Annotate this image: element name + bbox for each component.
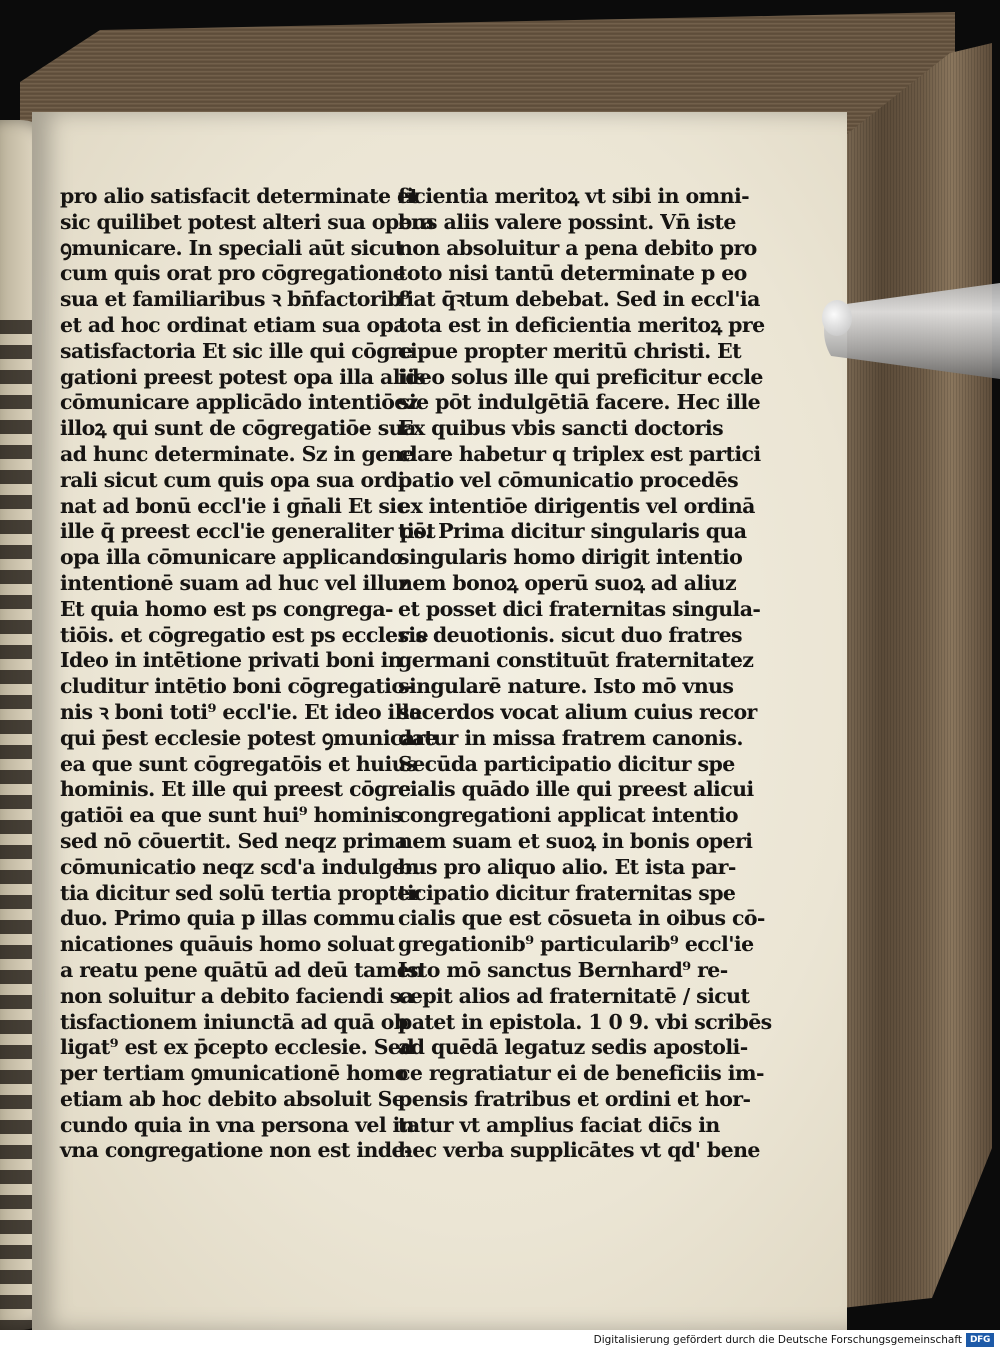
text-line: datur in missa fratrem canonis. xyxy=(398,725,743,750)
text-line: ꝯmunicare. In speciali aūt sicut xyxy=(60,235,404,260)
text-line: tiōis. et cōgregatio est ps ecclesie xyxy=(60,622,429,647)
text-line: congregationi applicat intentio xyxy=(398,803,738,828)
text-line: clare habetur q triplex est partici xyxy=(398,441,761,466)
text-line: sic quilibet potest alteri sua opera xyxy=(60,209,434,234)
text-line: et posset dici fraternitas singula- xyxy=(398,596,761,621)
text-line: nat ad bonū eccl'ie i gn̄ali Et sic xyxy=(60,493,409,518)
text-line: rali sicut cum quis opa sua ordi xyxy=(60,467,405,492)
text-line: ligat⁹ est ex p̄cepto ecclesie. Sed xyxy=(60,1035,415,1060)
text-line: duo. Primo quia p illas commu xyxy=(60,906,395,931)
text-line: sacerdos vocat alium cuius recor xyxy=(398,699,757,724)
right-text-column xyxy=(398,184,772,1164)
text-line: germani constituūt fraternitatez xyxy=(398,648,754,673)
text-line: a reatu pene quātū ad deū tamen xyxy=(60,957,424,982)
text-line: intentionē suam ad huc vel illuz xyxy=(60,570,410,595)
left-text-column xyxy=(60,184,438,1164)
text-line: cialis quādo ille qui preest alicui xyxy=(398,777,754,802)
text-line: sed nō cōuertit. Sed neqz prima xyxy=(60,828,408,853)
text-line: pro alio satisfacit determinate et xyxy=(60,184,419,208)
text-line: patet in epistola. 1 0 9. vbi scribēs xyxy=(398,1009,772,1034)
text-line: toto nisi tantū determinate p eo xyxy=(398,261,747,286)
text-line: cepit alios ad fraternitatē / sicut xyxy=(398,983,750,1008)
text-line: ticipatio dicitur fraternitas spe xyxy=(398,880,736,905)
text-line: hec verba supplicātes vt qd' bene xyxy=(398,1138,760,1163)
text-line: qui p̄est ecclesie potest ꝯmunicare xyxy=(60,725,438,750)
text-line: gationi preest potest opa illa aliis xyxy=(60,364,426,389)
text-line: cum quis orat pro cōgregatione xyxy=(60,261,406,286)
text-line: gatiōi ea que sunt hui⁹ hominis xyxy=(60,803,402,828)
text-line: etiam ab hoc debito absoluit Se xyxy=(60,1086,405,1111)
text-line: cipue propter meritū christi. Et xyxy=(398,338,742,363)
text-line: singularē nature. Isto mō vnus xyxy=(398,674,734,699)
text-line: ideo solus ille qui preficitur eccle xyxy=(398,364,763,389)
text-line: illoꝝ qui sunt de cōgregatiōe sua xyxy=(60,416,416,441)
text-line: ille q̄ preest eccl'ie generaliter pōt xyxy=(60,519,436,544)
text-line: ficientia meritoꝝ vt sibi in omni- xyxy=(398,184,750,208)
text-line: nem bonoꝝ operū suoꝝ ad aliuz xyxy=(398,570,737,595)
text-line: ris deuotionis. sicut duo fratres xyxy=(398,622,742,647)
text-line: nis ꝛ boni toti⁹ eccl'ie. Et ideo ille xyxy=(60,699,422,724)
text-line: sua et familiaribus ꝛ bn̄factorib⁹ xyxy=(60,287,410,312)
text-line: patio vel cōmunicatio procedēs xyxy=(398,467,739,492)
text-line: singularis homo dirigit intentio xyxy=(398,545,743,570)
text-line: tisfactionem iniunctā ad quā ob xyxy=(60,1009,408,1034)
text-line: hominis. Et ille qui preest cōgre xyxy=(60,777,411,802)
text-line: ex intentiōe dirigentis vel ordinā xyxy=(398,493,755,518)
footer-bar xyxy=(0,1330,1000,1350)
dfg-logo: DFG xyxy=(966,1333,994,1347)
text-line: Isto mō sanctus Bernhard⁹ re- xyxy=(398,957,728,982)
text-line: gregationib⁹ particularib⁹ eccl'ie xyxy=(398,932,754,957)
text-line: nicationes quāuis homo soluat xyxy=(60,932,395,957)
text-line: ad quēdā legatuz sedis apostoli- xyxy=(398,1035,748,1060)
text-line: per tertiam ꝯmunicationē homo xyxy=(60,1061,408,1086)
text-line: nem suam et suoꝝ in bonis operi xyxy=(398,828,753,853)
text-line: tatur vt amplius faciat dic̄s in xyxy=(398,1112,720,1137)
text-line: vna congregatione non est inde- xyxy=(60,1138,412,1163)
text-line: cōmunicatio neqz scd'a indulgen xyxy=(60,854,419,879)
printed-page xyxy=(32,112,847,1330)
text-line: non soluitur a debito faciendi sa xyxy=(60,983,414,1008)
text-line: ce regratiatur ei de beneficiis im- xyxy=(398,1061,764,1086)
text-line: tia dicitur sed solū tertia propter xyxy=(60,880,420,905)
text-line: Secūda participatio dicitur spe xyxy=(398,751,735,776)
text-line: bus pro aliquo alio. Et ista par- xyxy=(398,854,736,879)
footer-credit: Digitalisierung gefördert durch die Deutsche Forschungsgemeinschaft xyxy=(593,1334,962,1346)
text-line: cundo quia in vna persona vel in xyxy=(60,1112,415,1137)
text-line: et ad hoc ordinat etiam sua opa xyxy=(60,312,406,337)
text-line: bus aliis valere possint. Vn̄ iste xyxy=(398,209,736,234)
text-line: ad hunc determinate. Sz in gene xyxy=(60,441,415,466)
text-line: tis. Prima dicitur singularis qua xyxy=(398,519,747,544)
text-line: tota est in deficientia meritoꝝ pre xyxy=(398,312,765,337)
text-line: sie pōt indulgētiā facere. Hec ille xyxy=(398,390,761,415)
book-fore-edge xyxy=(842,28,992,1328)
text-line: fiat q̄ꝛtum debebat. Sed in eccl'ia xyxy=(398,287,760,312)
text-line: satisfactoria Et sic ille qui cōgre xyxy=(60,338,413,363)
text-line: Ex quibus vbis sancti doctoris xyxy=(398,416,724,441)
pointer-tip xyxy=(822,300,852,336)
text-line: non absoluitur a pena debito pro xyxy=(398,235,757,260)
text-line: cialis que est cōsueta in oibus cō- xyxy=(398,906,765,931)
text-line: Et quia homo est ps congrega- xyxy=(60,596,393,621)
text-line: cluditur intētio boni cōgregatio- xyxy=(60,674,413,699)
text-line: ea que sunt cōgregatōis et huius xyxy=(60,751,417,776)
text-line: cōmunicare applicādo intentiōez xyxy=(60,390,418,415)
text-line: opa illa cōmunicare applicando xyxy=(60,545,403,570)
text-line: pensis fratribus et ordini et hor- xyxy=(398,1086,751,1111)
text-line: Ideo in intētione privati boni in xyxy=(60,648,403,673)
